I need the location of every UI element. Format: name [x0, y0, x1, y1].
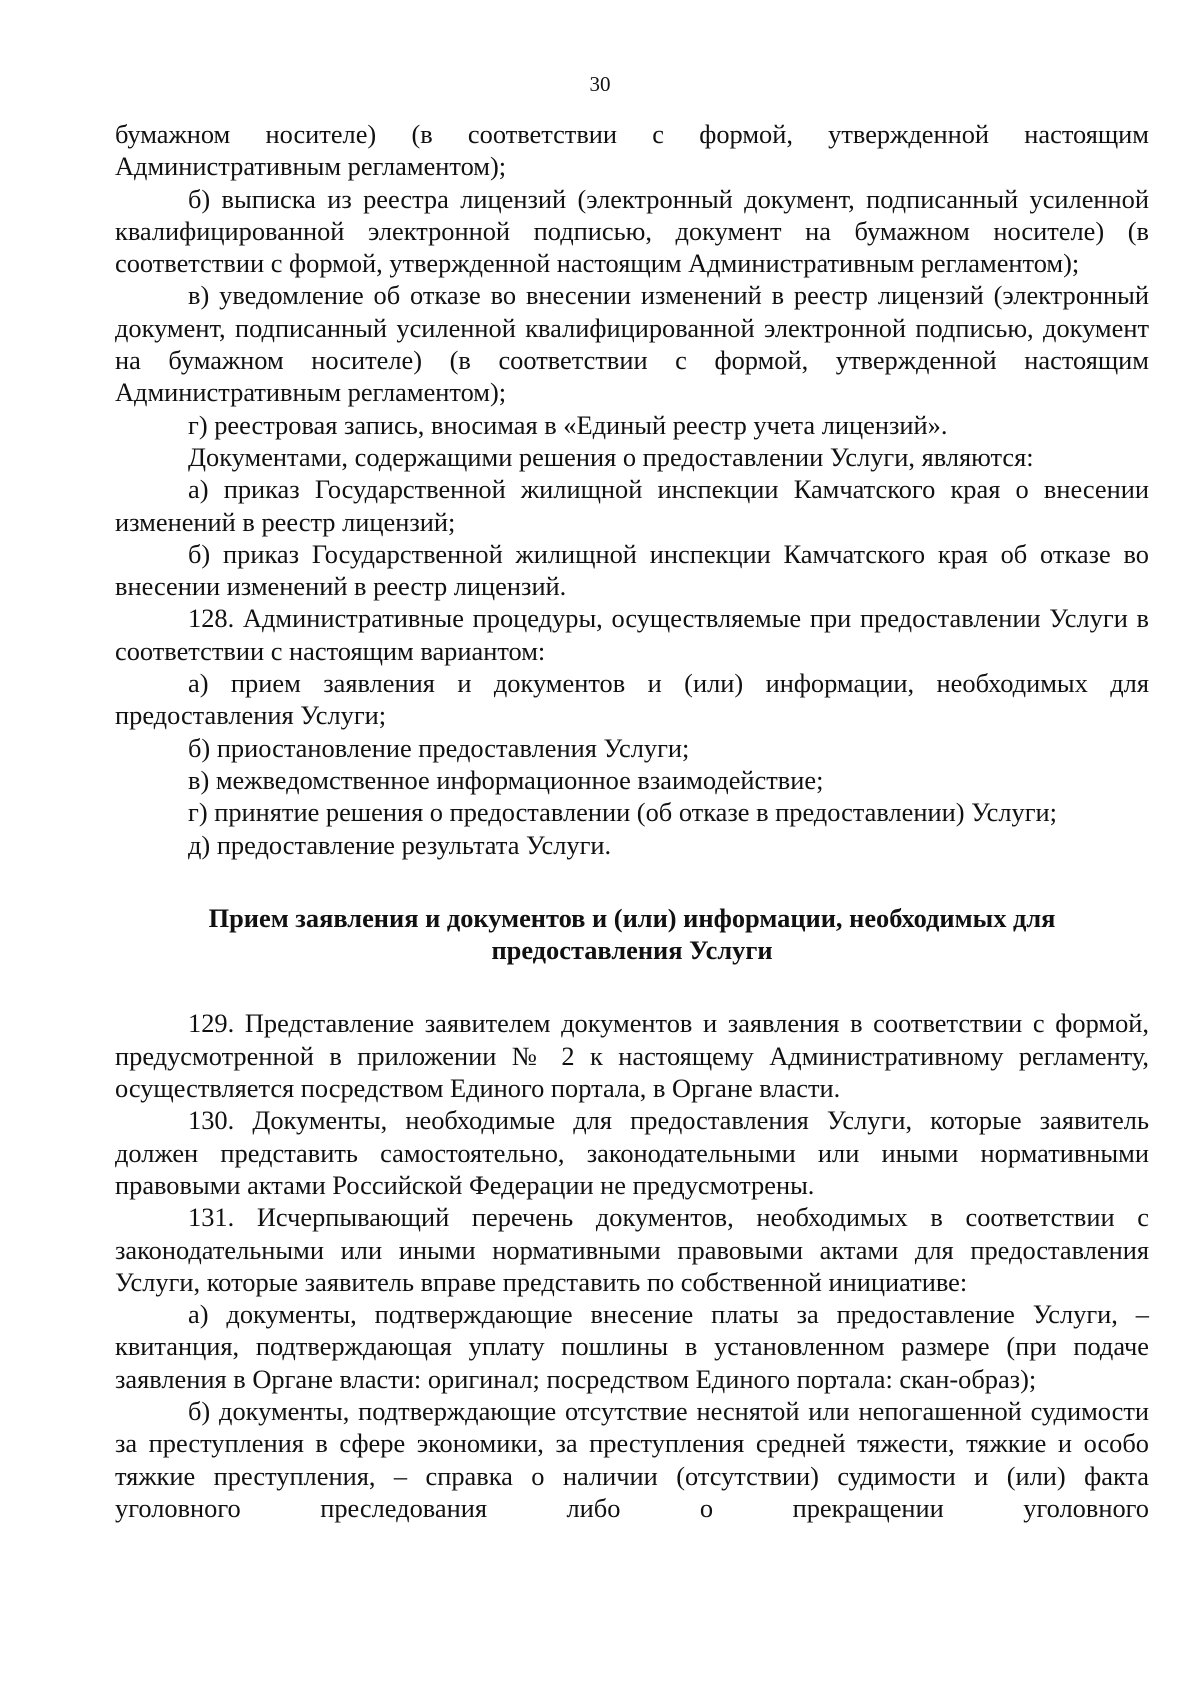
paragraph: г) реестровая запись, вносимая в «Единый реестр учета лицензий». — [188, 409, 948, 440]
paragraph: б) приказ Государственной жилищной инспекции Камчатского края об отказе во внесении изменений в реестр лицензий. — [115, 538, 1149, 602]
paragraph: 131. Исчерпывающий перечень документов, необходимых в соответствии с законодательными или иными нормативными правовыми актами для предоставления Услуги, которые заявитель вправе представить по собственной инициативе: — [115, 1202, 1149, 1297]
paragraph: а) прием заявления и документов и (или) информации, необходимых для предоставления Услуги; — [115, 668, 1149, 731]
section-heading-line-1: Прием заявления и документов и (или) информации, необходимых для — [208, 902, 1056, 933]
paragraph: г) принятие решения о предоставлении (об отказе в предоставлении) Услуги; — [188, 797, 1057, 828]
page-number: 30 — [589, 72, 611, 96]
paragraph: в) уведомление об отказе во внесении изменений в реестр лицензий (электронный документ, подписанный усиленной квалифицированной электронной подписью, документ на бумажном носителе) (в соответствии с формой, утвержденной настоящим Административным регламентом); — [115, 280, 1149, 408]
paragraph: а) документы, подтверждающие внесение платы за предоставление Услуги, – квитанция, подтверждающая уплату пошлины в установленном размере (при подаче заявления в Органе власти: оригинал; посредством Единого портала: скан-образ); — [115, 1299, 1149, 1394]
paragraphs-before — [115, 118, 1149, 861]
paragraph: б) документы, подтверждающие отсутствие неснятой или непогашенной судимости за преступления в сфере экономики, за преступления средней тяжести, тяжкие и особо тяжкие преступления, – справка о наличии (отсутствии) судимости и (или) факта уголовного преследования либо о прекращении уголовного — [115, 1395, 1149, 1523]
paragraphs-after — [115, 1007, 1149, 1524]
paragraph: д) предоставление результата Услуги. — [188, 829, 612, 860]
section-heading-line-2: предоставления Услуги — [491, 935, 773, 966]
section-heading — [115, 902, 1149, 967]
paragraph: бумажном носителе) (в соответствии с формой, утвержденной настоящим Административным регламентом); — [115, 119, 1149, 182]
paragraph: 130. Документы, необходимые для предоставления Услуги, которые заявитель должен представить самостоятельно, законодательными или иными нормативными правовыми актами Российской Федерации не предусмотрены. — [115, 1105, 1149, 1200]
paragraph: а) приказ Государственной жилищной инспекции Камчатского края о внесении изменений в реестр лицензий; — [115, 474, 1149, 537]
document-body — [115, 118, 1149, 1524]
paragraph: в) межведомственное информационное взаимодействие; — [188, 764, 824, 795]
paragraph: б) приостановление предоставления Услуги; — [188, 732, 690, 763]
paragraph: б) выписка из реестра лицензий (электронный документ, подписанный усиленной квалифицированной электронной подписью, документ на бумажном носителе) (в соответствии с формой, утвержденной настоящим Административным регламентом); — [115, 183, 1149, 279]
paragraph: 129. Представление заявителем документов и заявления в соответствии с формой, предусмотренной в приложении № 2 к настоящему Административному регламенту, осуществляется посредством Единого портала, в Органе власти. — [115, 1008, 1149, 1104]
paragraph: Документами, содержащими решения о предоставлении Услуги, являются: — [188, 441, 1034, 472]
paragraph: 128. Административные процедуры, осуществляемые при предоставлении Услуги в соответствии с настоящим вариантом: — [115, 603, 1149, 666]
